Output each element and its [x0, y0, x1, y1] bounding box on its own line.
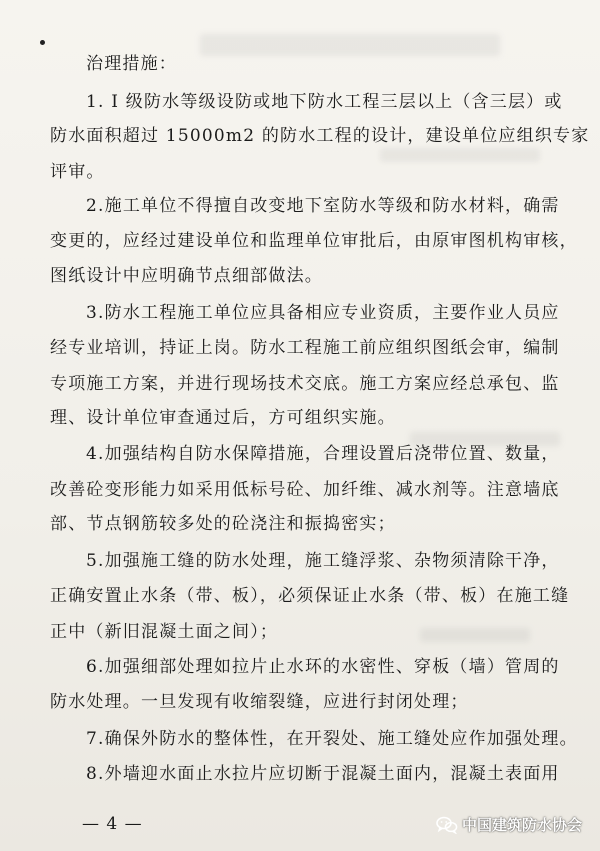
watermark-text: 中国建筑防水协会 — [461, 816, 582, 834]
text-line: 防水处理。一旦发现有收缩裂缝，应进行封闭处理； — [50, 692, 469, 712]
text-line: 6.加强细部处理如拉片止水环的水密性、穿板（墙）管周的 — [86, 657, 560, 677]
text-line: 图纸设计中应明确节点细部做法。 — [50, 266, 323, 286]
page-number: — 4 — — [82, 814, 143, 834]
text-line: 3.防水工程施工单位应具备相应专业资质，主要作业人员应 — [86, 303, 560, 323]
text-line: 变更的，应经过建设单位和监理单位审批后，由原审图机构审核， — [50, 231, 578, 251]
text-line: 经专业培训，持证上岗。防水工程施工前应组织图纸会审，编制 — [50, 338, 560, 358]
text-line: 评审。 — [50, 162, 105, 182]
text-line: 理、设计单位审查通过后，方可组织实施。 — [50, 408, 396, 428]
watermark — [436, 814, 582, 835]
text-line: 1. I 级防水等级设防或地下防水工程三层以上（含三层）或 — [86, 92, 563, 112]
text-line: 7.确保外防水的整体性，在开裂处、施工缝处应作加强处理。 — [86, 729, 578, 749]
text-line: 部、节点钢筋较多处的砼浇注和振捣密实； — [50, 514, 396, 534]
text-line: 防水面积超过 15000m2 的防水工程的设计，建设单位应组织专家 — [50, 126, 590, 146]
text-line: 正中（新旧混凝土面之间）； — [50, 622, 279, 642]
bleed-through-mark — [200, 34, 500, 56]
text-line: 专项施工方案，并进行现场技术交底。施工方案应经总承包、监 — [50, 374, 560, 394]
bleed-through-mark — [380, 148, 540, 162]
text-line: 2.施工单位不得擅自改变地下室防水等级和防水材料，确需 — [86, 196, 560, 216]
text-line: 改善砼变形能力如采用低标号砼、加纤维、减水剂等。注意墙底 — [50, 480, 560, 500]
section-heading: 治理措施： — [86, 54, 177, 74]
text-line: 4.加强结构自防水保障措施，合理设置后浇带位置、数量， — [86, 444, 560, 464]
text-line: 8.外墙迎水面止水拉片应切断于混凝土面内，混凝土表面用 — [86, 764, 560, 784]
text-line: 5.加强施工缝的防水处理，施工缝浮浆、杂物须清除干净， — [86, 551, 560, 571]
bleed-through-mark — [420, 628, 530, 642]
ink-dot — [40, 40, 45, 45]
wechat-icon — [436, 816, 458, 834]
text-line: 正确安置止水条（带、板），必须保证止水条（带、板）在施工缝 — [50, 586, 570, 606]
